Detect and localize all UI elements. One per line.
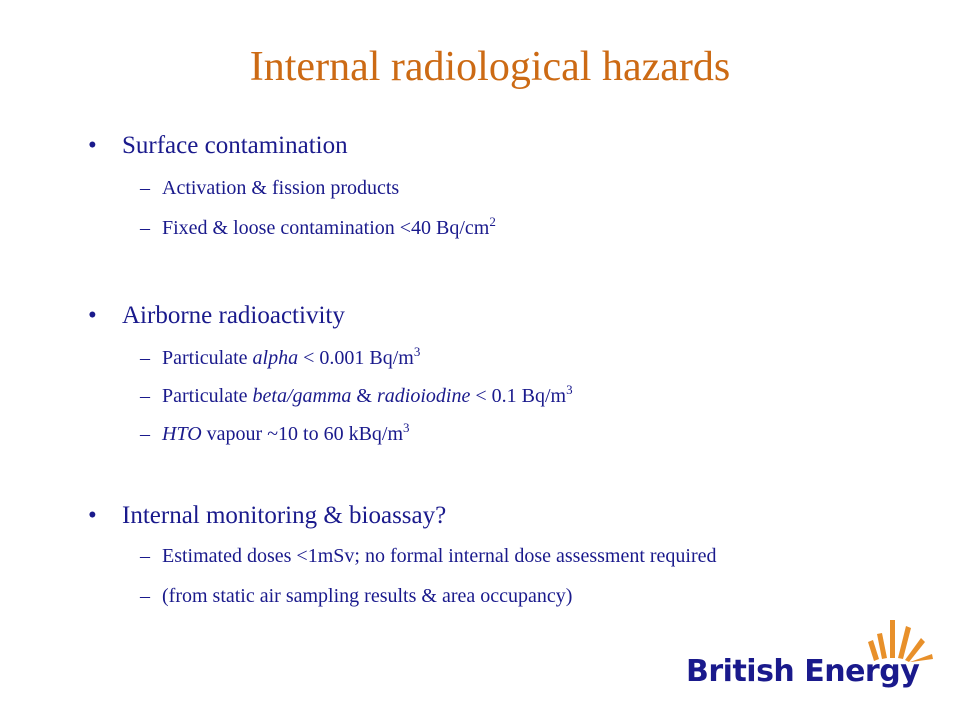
sub-item: [140, 422, 410, 446]
sub-text-italic: HTO: [162, 423, 202, 445]
british-energy-logo: [686, 618, 940, 698]
sub-item: [140, 216, 496, 240]
slide-title: Internal radiological hazards: [249, 44, 731, 90]
sub-item: [140, 346, 420, 370]
sub-text-italic: radioiodine: [376, 385, 471, 407]
sub-item: [140, 384, 573, 408]
logo-wordmark: British Energy: [686, 654, 920, 689]
sub-text-mid: &: [351, 385, 377, 407]
bullet-dot: •: [88, 302, 97, 329]
bullet-text: Surface contamination: [122, 132, 348, 159]
superscript: 3: [403, 420, 410, 435]
superscript: 3: [566, 382, 573, 397]
dash: –: [140, 217, 150, 239]
sub-text: Estimated doses <1mSv; no formal internal dose assessment required: [162, 545, 717, 567]
dash: –: [140, 585, 150, 607]
bullet-internal-monitoring: [88, 501, 446, 531]
bullet-surface-contamination: [88, 131, 348, 161]
sub-text-post: < 0.1 Bq/m: [470, 385, 567, 407]
bullet-dot: •: [88, 132, 97, 159]
sub-text-post: vapour ~10 to 60 kBq/m: [201, 423, 404, 445]
dash: –: [140, 545, 150, 567]
sub-item: [140, 544, 717, 568]
sub-text: Activation & fission products: [162, 177, 400, 199]
dash: –: [140, 177, 150, 199]
dash: –: [140, 423, 150, 445]
bullet-text: Internal monitoring & bioassay?: [122, 502, 447, 529]
bullet-airborne-radioactivity: [88, 301, 345, 331]
bullet-dot: •: [88, 502, 97, 529]
sub-text: Fixed & loose contamination <40 Bq/cm: [162, 217, 490, 239]
sub-item: [140, 584, 572, 608]
sub-text-pre: Particulate: [162, 385, 253, 407]
sub-text: (from static air sampling results & area occupancy): [162, 585, 573, 607]
sub-text-post: < 0.001 Bq/m: [298, 347, 414, 369]
sub-text-italic: beta/gamma: [252, 385, 352, 407]
ray: [890, 620, 895, 658]
sub-text-italic: alpha: [252, 347, 299, 369]
sub-text-pre: Particulate: [162, 347, 253, 369]
superscript: 3: [413, 344, 421, 359]
dash: –: [140, 347, 150, 369]
sub-item: [140, 176, 399, 200]
dash: –: [140, 385, 150, 407]
superscript: 2: [489, 214, 496, 229]
bullet-text: Airborne radioactivity: [122, 302, 345, 329]
